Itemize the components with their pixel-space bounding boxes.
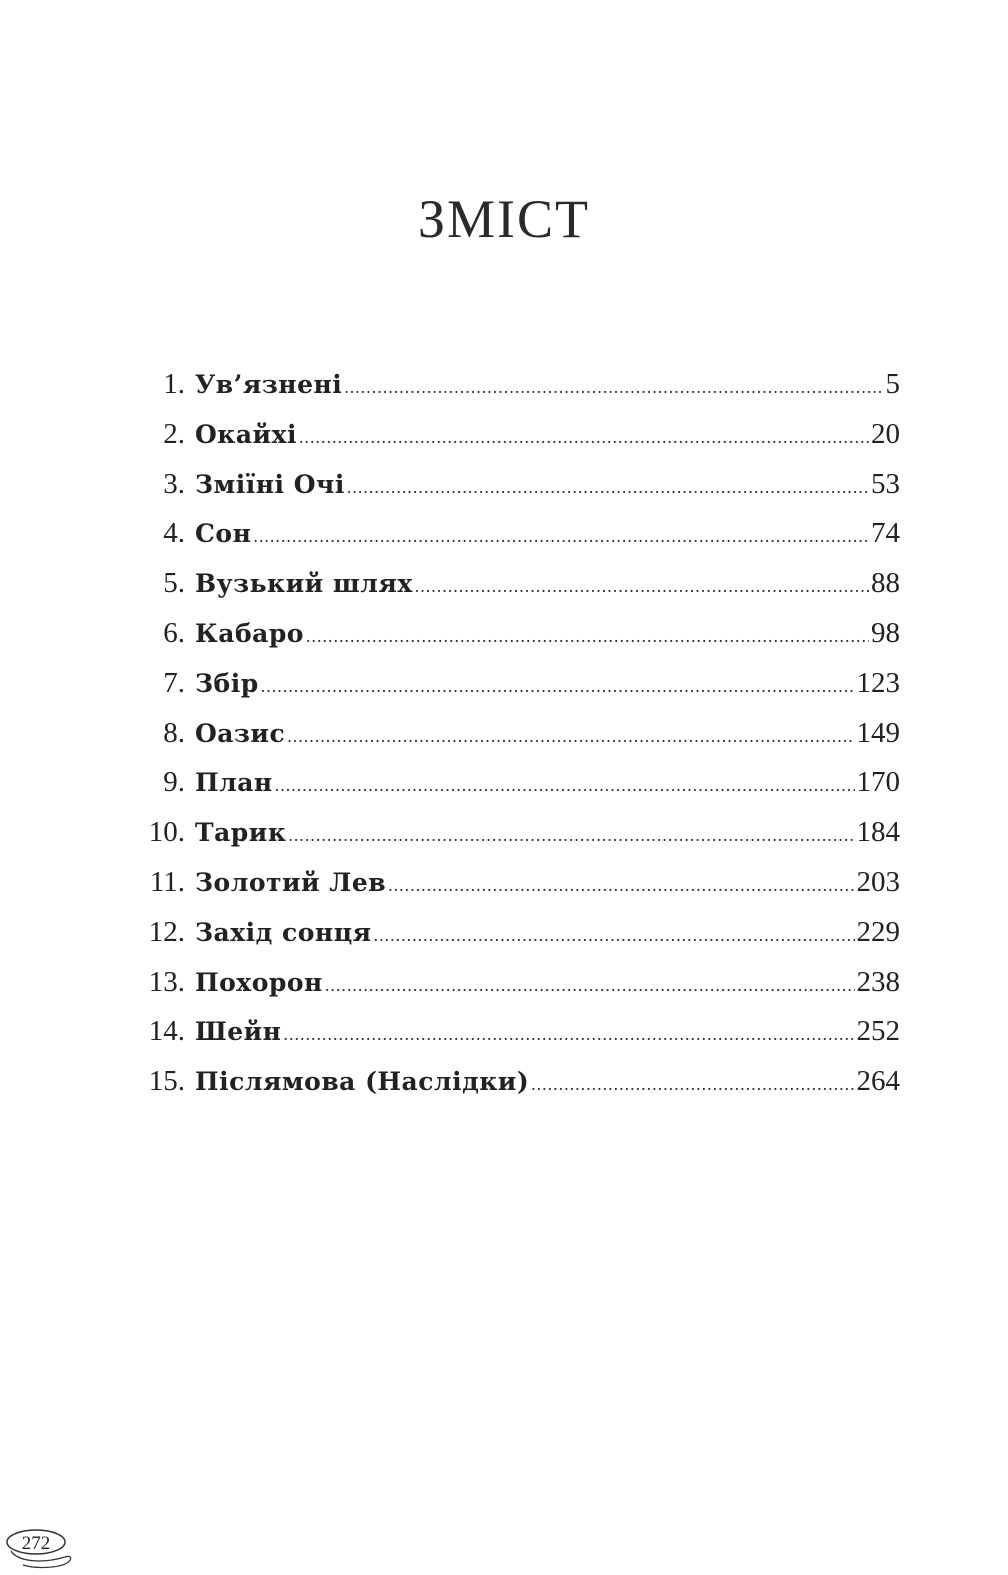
toc-entry — [130, 609, 900, 659]
toc-entry-page: 252 — [856, 1015, 900, 1048]
toc-entry-title: Ув’язнені — [195, 370, 343, 399]
toc-entry-number: 14. — [148, 1015, 185, 1048]
page-title: ЗМІСТ — [417, 189, 591, 249]
dot-leader — [531, 1060, 854, 1110]
toc-entry-title: Зміїні Очі — [195, 469, 345, 499]
dot-leader — [287, 712, 854, 762]
dot-leader — [261, 662, 855, 712]
toc-entry-title: Кабаро — [195, 618, 304, 648]
toc-entry — [130, 808, 900, 858]
toc-entry-title: Збір — [195, 668, 259, 698]
toc-entry-page: 20 — [871, 417, 900, 450]
toc-entry-page: 98 — [871, 616, 900, 649]
toc-entry-page: 184 — [856, 816, 900, 849]
toc-entry-page: 5 — [885, 368, 900, 400]
dot-leader — [275, 761, 855, 811]
toc-entry-number: 9. — [163, 766, 185, 799]
toc-entry-number: 13. — [148, 965, 185, 998]
toc-entry-page: 149 — [856, 716, 900, 749]
toc-entry-title: Тарик — [195, 818, 287, 848]
toc-entry-number: 3. — [163, 467, 185, 500]
toc-entry-number: 7. — [163, 666, 185, 699]
toc-entry-page: 170 — [856, 766, 900, 799]
toc-entry — [130, 460, 900, 510]
toc-entry-title: Окайхі — [195, 419, 297, 449]
toc-entry-number: 12. — [148, 915, 185, 948]
page-number: 272 — [21, 1533, 51, 1554]
toc-entry-number: 15. — [148, 1065, 185, 1098]
toc-entry-number: 4. — [163, 517, 185, 550]
toc-entry — [130, 1057, 900, 1107]
toc-entry-title: Шейн — [195, 1017, 282, 1047]
dot-leader — [283, 1010, 854, 1060]
toc-entry-page: 229 — [856, 915, 900, 948]
toc-entry-page: 203 — [856, 865, 900, 898]
toc-entry-title: Післямова (Наслідки) — [195, 1067, 530, 1097]
toc-entry — [130, 858, 900, 908]
toc-entry-page: 264 — [856, 1065, 900, 1098]
toc-entry-page: 74 — [871, 517, 900, 550]
toc-entry — [130, 908, 900, 958]
toc-entry-number: 5. — [163, 567, 185, 600]
toc-entry-page: 88 — [871, 567, 900, 600]
toc-entry-number: 2. — [163, 417, 185, 450]
folio — [5, 1527, 75, 1571]
toc-entry — [130, 360, 900, 410]
dot-leader — [253, 512, 869, 562]
dot-leader — [299, 413, 869, 463]
toc-entry-number: 1. — [163, 368, 185, 400]
toc-entry — [130, 958, 900, 1008]
toc-entry-title: План — [195, 768, 273, 798]
toc-entry-title: Сон — [195, 519, 252, 549]
toc-entry — [130, 559, 900, 609]
dot-leader — [306, 612, 869, 662]
toc-entry-page: 238 — [856, 965, 900, 998]
toc-entry — [130, 709, 900, 759]
toc-entry-number: 11. — [149, 865, 185, 898]
toc-entry-page: 123 — [856, 666, 900, 699]
toc-entry-number: 10. — [148, 816, 185, 849]
toc-entry-title: Похорон — [195, 967, 323, 997]
toc-entry-title: Оазис — [195, 718, 286, 748]
dot-leader — [388, 861, 854, 911]
toc-entry — [130, 1007, 900, 1057]
toc-entry — [130, 659, 900, 709]
dot-leader — [374, 911, 855, 961]
toc-entry-number: 8. — [163, 716, 185, 749]
dot-leader — [325, 961, 855, 1011]
toc-entry — [130, 410, 900, 460]
toc-entry-title: Захід сонця — [195, 917, 372, 947]
dot-leader — [344, 363, 883, 413]
dot-leader — [415, 562, 869, 612]
toc-entry-number: 6. — [163, 616, 185, 649]
toc-entry-title: Вузький шлях — [195, 569, 413, 599]
toc-entry-title: Золотий Лев — [195, 867, 387, 897]
dot-leader — [288, 811, 854, 861]
toc-entry-page: 53 — [871, 467, 900, 500]
dot-leader — [347, 463, 869, 513]
toc-entry — [130, 758, 900, 808]
table-of-contents — [130, 360, 900, 1107]
toc-entry — [130, 509, 900, 559]
